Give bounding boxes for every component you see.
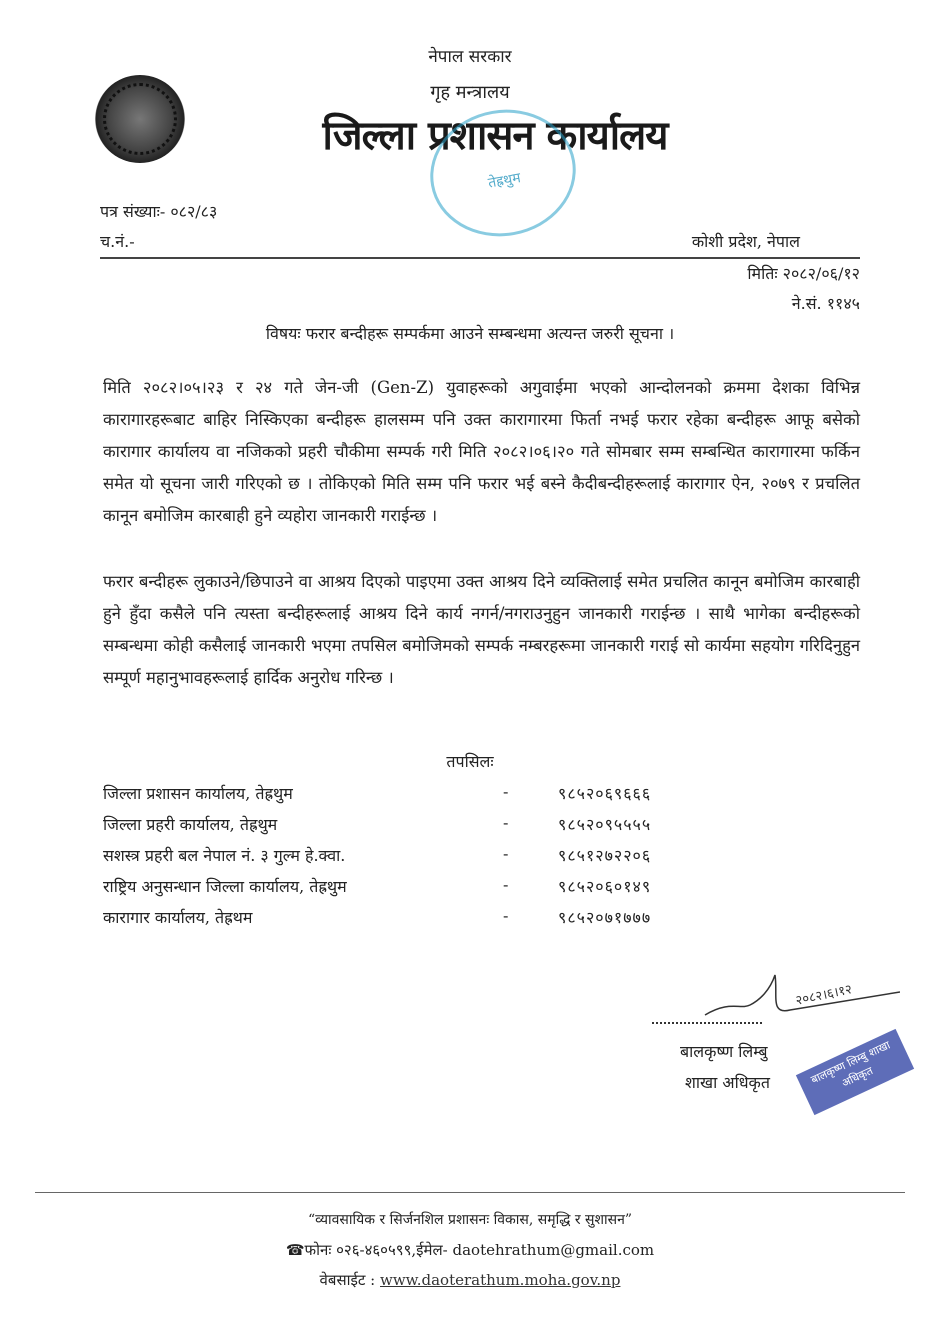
separator: -: [503, 844, 509, 863]
contact-phone: ९८५१२७२२०६: [558, 846, 652, 865]
footer-divider: [35, 1192, 905, 1193]
separator: -: [503, 875, 509, 894]
office-name: जिल्ला प्रशासन कार्यालय: [322, 113, 668, 159]
contact-office: सशस्त्र प्रहरी बल नेपाल नं. ३ गुल्म हे.क्वा.: [103, 846, 346, 865]
contact-office: जिल्ला प्रहरी कार्यालय, तेह्रथुम: [103, 815, 278, 834]
footer-contact: [0, 1240, 940, 1260]
footer-phone: ☎फोनः ०२६-४६०५९९,ईमेल-: [285, 1241, 453, 1259]
contacts-heading: तपसिलः: [446, 752, 494, 771]
contact-office: जिल्ला प्रशासन कार्यालय, तेह्रथुम: [103, 784, 293, 803]
separator: -: [503, 813, 509, 832]
date: मितिः २०८२/०६/१२: [747, 264, 860, 283]
signatory-title: शाखा अधिकृत: [685, 1073, 770, 1092]
signatory-name: बालकृष्ण लिम्बु: [680, 1042, 768, 1061]
letter-number: पत्र संख्याः- ०८२/८३: [100, 202, 218, 221]
footer-website-row: [0, 1270, 940, 1290]
separator: -: [503, 906, 509, 925]
office-stamp-text: तेह्रथुम: [486, 170, 522, 192]
contact-phone: ९८५२०७१७७७: [558, 908, 652, 927]
signatory-stamp: बालकृष्ण लिम्बु शाखा अधिकृत: [796, 1029, 914, 1115]
contact-phone: ९८५२०६०१४९: [558, 877, 652, 896]
dispatch-number: च.नं.-: [100, 232, 135, 251]
body-paragraph-2: फरार बन्दीहरू लुकाउने/छिपाउने वा आश्रय दिएको पाइएमा उक्त आश्रय दिने व्यक्तिलाई समेत प्रचलित कानून बमोजिम कारबाही हुने हुँदा कसैले पनि त्यस्ता बन्दीहरूलाई आश्रय दिने कार्य नगर्न/नगराउनुहुन जानकारी गराईन्छ । साथै भागेका बन्दीहरूको सम्बन्धमा कोही कसैलाई जानकारी भएमा तपसिल बमोजिमको सम्पर्क नम्बरहरूमा जानकारी गराई सो कार्यमा सहयोग गरिदिनुहुन सम्पूर्ण महानुभावहरूलाई हार्दिक अनुरोध गरिन्छ ।: [103, 572, 860, 687]
nepal-sambat: ने.सं. ११४५: [791, 294, 860, 313]
province: कोशी प्रदेश, नेपाल: [691, 232, 800, 251]
contact-phone: ९८५२०६९६६६: [558, 784, 652, 803]
signature-line: [652, 1022, 762, 1024]
footer-email[interactable]: daotehrathum@gmail.com: [452, 1241, 655, 1259]
footer-website-link[interactable]: www.daoterathum.moha.gov.np: [380, 1271, 621, 1289]
body-paragraph-1: मिति २०८२।०५।२३ र २४ गते जेन-जी (Gen-Z) युवाहरूको अगुवाईमा भएको आन्दोलनको क्रममा देशका विभिन्न कारागारहरूबाट बाहिर निस्किएका बन्दीहरू हालसम्म पनि उक्त कारागारमा फिर्ता नभई फरार रहेका बन्दीहरू आफू बसेको कारागार कार्यालय वा नजिकको प्रहरी चौकीमा सम्पर्क गरी मिति २०८२।०६।२० गते सोमबार सम्म सम्बन्धित कारागारमा फर्किन समेत यो सूचना जारी गरिएको छ । तोकिएको मिति सम्म पनि फरार भई बस्ने कैदीबन्दीहरूलाई कारागार ऐन, २०७९ र प्रचलित कानून बमोजिम कारबाही हुने व्यहोरा जानकारी गराईन्छ ।: [103, 378, 860, 525]
government-name: नेपाल सरकार: [428, 47, 512, 67]
separator: -: [503, 782, 509, 801]
contact-office: राष्ट्रिय अनुसन्धान जिल्ला कार्यालय, तेह्रथुम: [103, 877, 347, 896]
ministry-name: गृह मन्त्रालय: [430, 82, 510, 103]
footer-motto: “व्यावसायिक र सिर्जनशिल प्रशासनः विकास, समृद्धि र सुशासन”: [307, 1212, 633, 1228]
contact-phone: ९८५२०९५५५५: [558, 815, 652, 834]
footer-website-label: वेबसाईट :: [319, 1271, 380, 1289]
subject: विषयः फरार बन्दीहरू सम्पर्कमा आउने सम्बन्धमा अत्यन्त जरुरी सूचना ।: [265, 324, 675, 343]
signed-date: २०८२।६।१२: [794, 982, 854, 1009]
contact-office: कारागार कार्यालय, तेह्रथम: [103, 908, 253, 927]
header-divider: [100, 257, 860, 259]
